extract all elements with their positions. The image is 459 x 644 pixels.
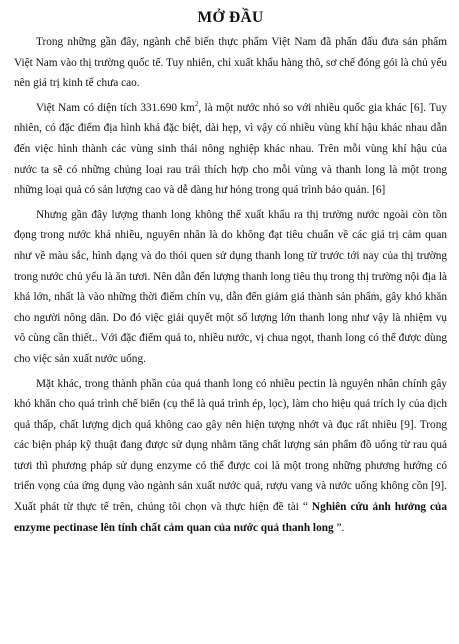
paragraph-2 — [14, 98, 447, 201]
paragraph-4 — [14, 374, 447, 539]
paragraph-2-text-b: , là một nước nhỏ so với nhiều quốc gia khác [6]. Tuy nhiên, có đặc điểm địa hình khá đặc biệt, dài hẹp, vì vậy có nhiều vùng khí hậu khác nhau dẫn đến việc hình thành các vùng sinh thái nông nghiệp khác nhau. Trên mỗi vùng khí hậu của nước ta sẽ có những chủng loại rau trái thích hợp cho mỗi vùng và thanh long là một trong những loại quả có sản lượng cao và dễ dàng hư hỏng trong quá trình bảo quản. [6] — [14, 101, 447, 197]
paragraph-2-text-a: Việt Nam có diện tích 331.690 km — [36, 101, 195, 114]
paragraph-4-text-c: ”. — [333, 521, 345, 534]
thesis-topic-title: Nghiên cứu ảnh hưởng của enzyme pectinase lên tính chất cảm quan của nước quả thanh long — [14, 501, 447, 534]
superscript-area-unit: 2 — [194, 100, 199, 109]
paragraph-4-text-a: Mặt khác, trong thành phần của quả thanh long có nhiều pectin là nguyên nhân chính gây khó khăn cho quá trình chế biến (cụ thể là quá trình ép, lọc), làm cho hiệu quả trích ly của dịch quả thấp, chất lượng dịch quả không cao gây nên hiện tượng nhớt và đục rất nhiều [9]. Trong các biện pháp kỹ thuật đang được sử dụng nhằm tăng chất lượng sản phẩm đồ uống từ rau quả tươi thì phương pháp sử dụng enzyme có thể được coi là một trong những phương hướng có triển vọng của ứng dụng vào ngành sản xuất nước quả, rượu vang và nước uống không cồn [9]. Xuất phát từ thực tế trên, chúng tôi chọn và thực hiện đề tài “ — [14, 377, 447, 514]
document-title: MỞ ĐẦU — [197, 9, 264, 26]
paragraph-3: Nhưng gần đây lượng thanh long không thể xuất khẩu ra thị trường nước ngoài còn tồn đọng trong nước khá nhiều, nguyên nhân là do không đạt tiêu chuẩn về các giá trị cảm quan như về màu sắc, hình dạng và do thói quen sử dụng thanh long từ trước tới nay của thị trường trong nước chủ yếu là ăn tươi. Nên dẫn đến lượng thanh long tiêu thụ trong thị trường nội địa là khá lớn, nhất là vào những thời điểm chín vụ, dẫn đến giảm giá thành sản phẩm, gây khó khăn cho người nông dân. Do đó việc giải quyết một số lượng lớn thanh long như vậy là nhiệm vụ vô cùng cần thiết.. Với đặc điểm quả to, nhiều nước, vị chua ngọt, thanh long có thể được dùng cho việc sản xuất nước uống. — [14, 208, 447, 365]
paragraph-1: Trong những gần đây, ngành chế biến thực phẩm Việt Nam đã phấn đấu đưa sản phẩm Việt Nam vào thị trường quốc tế. Tuy nhiên, chỉ xuất khẩu hàng thô, sơ chế đóng gói là chủ yếu nên giá trị kinh tế chưa cao. — [14, 36, 447, 90]
